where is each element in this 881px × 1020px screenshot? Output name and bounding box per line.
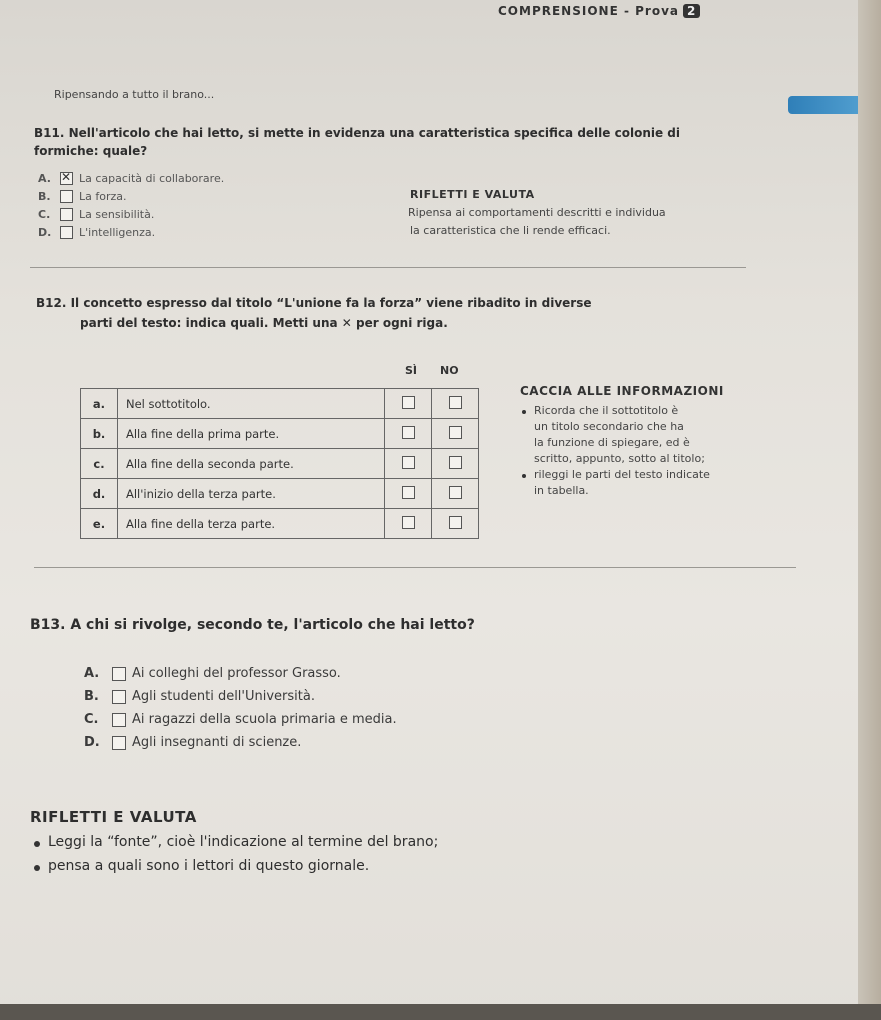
checkbox[interactable] [112, 690, 126, 704]
b13-option-d[interactable] [84, 735, 397, 750]
checkbox[interactable] [60, 190, 73, 203]
b13-options [84, 666, 397, 750]
rifletti-bullet-2 [34, 858, 438, 874]
option-text: La capacità di collaborare. [79, 172, 225, 185]
checkbox[interactable] [60, 226, 73, 239]
header-title: COMPRENSIONE - Prova [498, 4, 679, 18]
page-header [498, 4, 700, 18]
checkbox[interactable] [112, 736, 126, 750]
checkbox-si[interactable] [402, 396, 415, 409]
b11-options [38, 172, 224, 239]
si-cell [385, 389, 432, 419]
divider [34, 567, 796, 568]
si-cell [385, 449, 432, 479]
no-cell [432, 449, 479, 479]
option-text: Agli studenti dell'Università. [132, 689, 315, 704]
option-letter: B. [38, 190, 51, 203]
option-letter: A. [84, 666, 100, 681]
checkbox-no[interactable] [449, 486, 462, 499]
side-line: un titolo secondario che ha [534, 420, 684, 433]
row-text: All'inizio della terza parte. [118, 479, 385, 509]
table-row [81, 449, 479, 479]
option-text: L'intelligenza. [79, 226, 156, 239]
row-letter: c. [81, 449, 118, 479]
option-text: Ai colleghi del professor Grasso. [132, 666, 341, 681]
table-row [81, 419, 479, 449]
rifletti-bullets [34, 834, 438, 874]
rifletti-bullet-1 [34, 834, 438, 850]
b13-question: B13. A chi si rivolge, secondo te, l'articolo che hai letto? [30, 617, 475, 633]
row-text: Alla fine della terza parte. [118, 509, 385, 539]
no-cell [432, 479, 479, 509]
b13-option-b[interactable] [84, 689, 397, 704]
column-header-no: NO [440, 364, 459, 377]
column-header-si: SÌ [405, 364, 418, 377]
checkbox-no[interactable] [449, 456, 462, 469]
row-letter: b. [81, 419, 118, 449]
checkbox-no[interactable] [449, 516, 462, 529]
b12-side-title: CACCIA ALLE INFORMAZIONI [520, 384, 724, 398]
option-letter: D. [38, 226, 52, 239]
option-letter: D. [84, 735, 100, 750]
b13-option-c[interactable] [84, 712, 397, 727]
bottom-edge [0, 1004, 881, 1020]
row-letter: e. [81, 509, 118, 539]
row-text: Alla fine della prima parte. [118, 419, 385, 449]
bullet-icon [34, 865, 40, 871]
side-line-bullet [522, 468, 710, 481]
option-text: Agli insegnanti di scienze. [132, 735, 302, 750]
option-letter: C. [84, 712, 99, 727]
si-cell [385, 509, 432, 539]
option-letter: B. [84, 689, 99, 704]
page-edge [858, 0, 881, 1020]
rifletti-title: RIFLETTI E VALUTA [30, 808, 197, 826]
table-row [81, 389, 479, 419]
b11-option-a[interactable] [38, 172, 224, 185]
checkbox-si[interactable] [402, 486, 415, 499]
header-number: 2 [683, 4, 700, 18]
option-letter: C. [38, 208, 51, 221]
checkbox-si[interactable] [402, 456, 415, 469]
row-letter: d. [81, 479, 118, 509]
side-line: rileggi le parti del testo indicate [534, 468, 710, 481]
checkbox[interactable] [112, 713, 126, 727]
no-cell [432, 509, 479, 539]
b11-side-text-2: la caratteristica che li rende efficaci. [410, 224, 611, 237]
bullet-text: pensa a quali sono i lettori di questo giornale. [48, 858, 370, 874]
si-cell [385, 419, 432, 449]
intro-text: Ripensando a tutto il brano... [54, 88, 215, 101]
checkbox-no[interactable] [449, 426, 462, 439]
si-cell [385, 479, 432, 509]
b13-option-a[interactable] [84, 666, 397, 681]
bullet-icon [522, 474, 526, 478]
side-line: in tabella. [534, 484, 589, 497]
option-text: La forza. [79, 190, 127, 203]
bullet-icon [34, 841, 40, 847]
table-row [81, 479, 479, 509]
divider [30, 267, 746, 268]
b11-option-c[interactable] [38, 208, 224, 221]
no-cell [432, 419, 479, 449]
no-cell [432, 389, 479, 419]
option-text: Ai ragazzi della scuola primaria e media. [132, 712, 397, 727]
b12-table [80, 388, 479, 539]
side-line: scritto, appunto, sotto al titolo; [534, 452, 705, 465]
option-text: La sensibilità. [79, 208, 155, 221]
b12-question-line-2: parti del testo: indica quali. Metti una ✕ per ogni riga. [80, 316, 448, 330]
b11-side-text-1: Ripensa ai comportamenti descritti e individua [408, 206, 666, 219]
b11-option-d[interactable] [38, 226, 224, 239]
row-letter: a. [81, 389, 118, 419]
row-text: Nel sottotitolo. [118, 389, 385, 419]
checkbox-checked[interactable] [60, 172, 73, 185]
checkbox-no[interactable] [449, 396, 462, 409]
checkbox-si[interactable] [402, 426, 415, 439]
b11-question: B11. Nell'articolo che hai letto, si mette in evidenza una caratteristica specifica delle colonie di formiche: quale? [34, 126, 680, 158]
bullet-text: Leggi la “fonte”, cioè l'indicazione al termine del brano; [48, 834, 439, 850]
bullet-icon [522, 410, 526, 414]
side-line: Ricorda che il sottotitolo è [534, 404, 679, 417]
option-letter: A. [38, 172, 51, 185]
b12-side-text [522, 404, 710, 497]
b12-question-line-1: B12. Il concetto espresso dal titolo “L'unione fa la forza” viene ribadito in diverse [36, 296, 592, 310]
side-line-bullet [522, 404, 710, 417]
table-row [81, 509, 479, 539]
side-line: la funzione di spiegare, ed è [534, 436, 690, 449]
checkbox[interactable] [112, 667, 126, 681]
row-text: Alla fine della seconda parte. [118, 449, 385, 479]
b11-option-b[interactable] [38, 190, 224, 203]
checkbox[interactable] [60, 208, 73, 221]
checkbox-si[interactable] [402, 516, 415, 529]
b11-side-title: RIFLETTI E VALUTA [410, 188, 535, 201]
